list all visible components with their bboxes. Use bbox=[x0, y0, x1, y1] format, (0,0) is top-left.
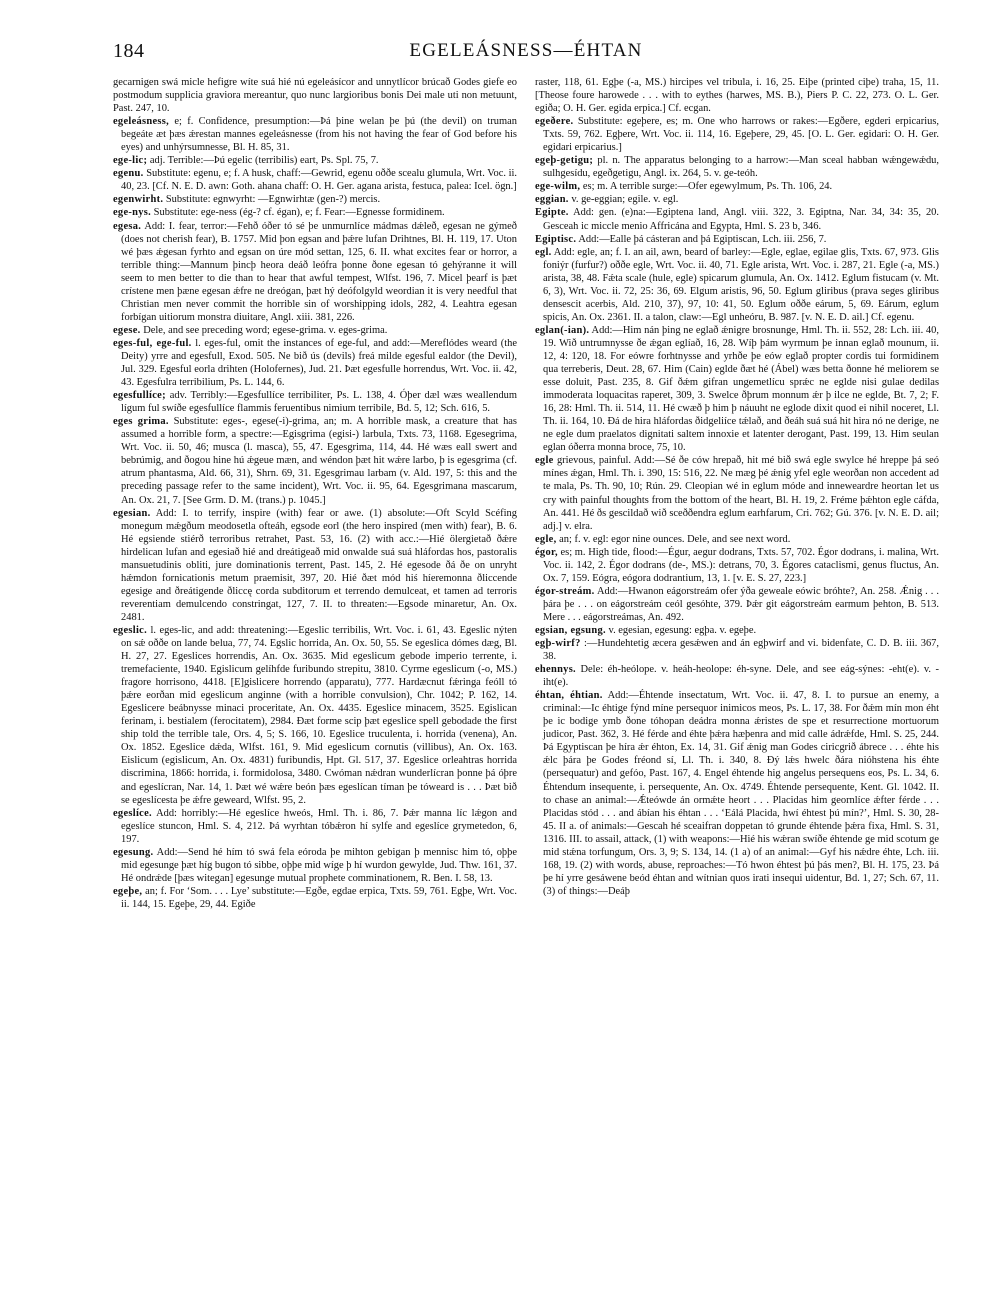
headword: egese. bbox=[113, 324, 141, 336]
dictionary-entry bbox=[535, 246, 939, 324]
headword: égor-streám. bbox=[535, 585, 595, 597]
headword: egesian. bbox=[113, 507, 151, 519]
headword: egeleásness, bbox=[113, 116, 170, 128]
entry-text: Add: gen. (e)na:—Egiptena land, Angl. viii. 322, 3. Egiptna, Nar. 34, 34: 35, 20. Gesceah ic miccle menio Affricána and Egypta, Hml. S. 23 b, 346. bbox=[543, 207, 939, 232]
entry-text: Dele: éh-heólope. v. heáh-heolope: éh-syne. Dele, and see eág-sýnes: -eht(e). v. -iht(e). bbox=[543, 664, 939, 689]
headword: egeþ-getigu; bbox=[535, 155, 594, 167]
entry-text: Substitute: egenu, e; f. A husk, chaff:—Gewrid, egenu oððe scealu glumula, Wrt. Voc. ii. 40, 23. [Cf. N. E. D. awn: Goth. ahana chaff: O. H. Ger. agana arista, festuca, palea: Icel. ögn.] bbox=[121, 168, 517, 193]
entry-text: Add: horribly:—Hé egeslíce hweós, Hml. Th. i. 86, 7. Þǽr manna líc lǽgon and egeslíce stuncon, Hml. S. 4, 212. Þá wyrhtan tóbǽron hí sylfe and egeslíce grymetedon, 6, 197. bbox=[121, 807, 517, 845]
headword: eggian. bbox=[535, 194, 569, 206]
dictionary-entry bbox=[113, 807, 517, 846]
dictionary-entry bbox=[535, 154, 939, 180]
entry-text: pl. n. The apparatus belonging to a harrow:—Man sceal habban wǽngewǽdu, sulhgesídu, egeðgetigu, Angl. ix. 264, 5. v. ge-teóh. bbox=[543, 155, 939, 180]
dictionary-entry bbox=[535, 454, 939, 532]
headword: egþ-wirf? bbox=[535, 638, 581, 650]
headword: éhtan, éhtian. bbox=[535, 690, 603, 702]
left-column bbox=[113, 76, 517, 1276]
entry-text: v. ge-eggian; egile. v. egl. bbox=[571, 194, 679, 206]
entry-text: es; m. High tide, flood:—Égur, aegur dodrans, Txts. 57, 702. Égor dodrans, i. malina, Wrt. Voc. ii. 142, 2. Égor dodrans (de-, MS.): detrans, 70, 3. Égores cataclismi, genus fluctus, An. Ox. 7, 159. Eógra, eógora dodrantium, 13, 1. [v. E. S. 27, 223.] bbox=[543, 546, 939, 584]
headword: egeslic. bbox=[113, 624, 147, 636]
dictionary-entry bbox=[535, 206, 939, 232]
entry-text: grievous, painful. Add:—Sé ðe ców hrepað, hit mé bið swá egle swylce hé hreppe þá seó mínes ǽgan, Hml. Th. i. 390, 15: 516, 22. Ne mæg þé ǽnig yfel egle weorðan non accedent ad te mala, Ps. Th. 90, 10; Rún. 29. Cleopian wé in eglum móde and inneweardre heortan let us cry with painful thoughts from the bottom of the heart, Bl. H. 19, 2. Fréme þǽhton egle cáfda, An. 441. Hé ðs gescildað wið sceððendra eglum earhfarum, Cri. 762; Gú. 376. [v. N. E. D. ail; adj.] v. elra. bbox=[543, 455, 939, 532]
dictionary-entry bbox=[113, 115, 517, 154]
dictionary-entry bbox=[113, 324, 517, 337]
headword: ehennys. bbox=[535, 664, 576, 676]
entry-text: gecarnigen swá micle hefigre wíte suá hié nú egeleásícor and unnytlícor brúcað Godes giefe eo postmodum supplicia graviora mereantur, quo nunc largioribus bonis Dei male uti non metuunt, Past. 247, 10. bbox=[113, 77, 517, 115]
dictionary-entry bbox=[113, 624, 517, 807]
entry-text: v. egesian, egesung: egþa. v. egeþe. bbox=[608, 624, 757, 636]
entry-text: raster, 118, 61. Egþe (-a, MS.) hircipes vel tribula, i. 16, 25. Eiþe (printed ciþe) traha, 15, 11. [Theose foure harowede . . . with to eythes (harwes, MS. B.), Piers P. C. 22, 273. O. L. Ger. egiða; O. H. Ger. egida erpica.] Cf. ecgan. bbox=[535, 77, 939, 115]
headword: egeþe, bbox=[113, 885, 143, 897]
headword: egenu. bbox=[113, 168, 144, 180]
headword: egeslíce. bbox=[113, 807, 152, 819]
dictionary-entry bbox=[535, 624, 939, 637]
headword: égor, bbox=[535, 546, 558, 558]
entry-text: es; m. A terrible surge:—Ofer egewylmum, Ps. Th. 106, 24. bbox=[582, 181, 833, 193]
entry-text: Substitute: egnwyrht: —Egnwirhtæ (gen-?) mercis. bbox=[165, 194, 381, 206]
headword: egle, bbox=[535, 533, 557, 545]
headword: egesung. bbox=[113, 846, 154, 858]
headword: eges grima. bbox=[113, 416, 169, 428]
headword: egesfullíce; bbox=[113, 390, 166, 402]
entry-text: Add: I. fear, terror:—Fehð óðer tó sé þe unmurnlíce mádmas dǽleð, egesan ne gýmeð (does not cherish fear), B. 1757. Mid þon egsan and þǽre lufan Drihtnes, Bl. H. 119, 17. Uton wé þæs ǽgesan fyrhto and egsan on úre mód settan, 125, 6. II. what excites fear or horror, a terrible thing:—Mannum þincþ heora deáð leófra þonne ðone egesan tó gehýranne it will seem to men better to die than to hear that awful tempest, Wlfst. 196, 7. Micel þearf is þæt crístene men þæne egesan ǽfre ne dreógan, þæt hý deófolgyld weordian it is very needful that Christian men never commit the horrible sin of worshipping idols, 282, 4. Leahtra egesan forbígan uitiorum monstra diuitare, Angl. xiii. 381, 226. bbox=[121, 220, 517, 323]
entry-text: l. eges-lic, and add: threatening:—Egeslic terribilis, Wrt. Voc. i. 61, 43. Egeslic nýten on sǽ oððe on lande belua, 77, 74. Egslic horrida, An. Ox. 50, 55. Se egeslica dómes dæg, Bl. H. 27, 27. Egeslices horrendis, An. Ox. 3635. Mid egeslicum gebode imperio terrente, i. tremefaciente, 1940. Egislicum gelíhfde furibundo strepitu, 3810. Cyrme egeslicum (-o, MS.) fragore horrisono, 4418. [E]gislicere horrendo (apparatu), 777. Hardæcnut fǽringa feóll tó þǽre eorðan mid egeslicum anginne (with a horrible convulsion), Chr. 1042; P. 162, 14. Egeslicere beábnysse minaci proceritate, An. Ox. 4435. Egeslice minacem, 3525. Egislican ferinam, i. bestialem (ferocitatem), 2984. Ðæt forme scip þæt egeslice spell gebodade the first ship told the terrible tale, Ors. 4, 5; S. 166, 10. Egeslice truculenta, i. horrida (venena), An. Ox. 1852. Egeslice dǽda, Wlfst. 161, 9. Mid egeslicum cornutis (villibus), An. Ox. 163. Eislicum (egislicum, An. Ox. 4831) furibundis, Hpt. Gl. 517, 37. Egeslice orleahtras horrida discrimina, 1866: horrida, i. formidolosa, 3480. Cwóman nǽdran wunderlícran þonne þá óþre and egeslícran, Nar. 14, 1. Þæt wé wǽre beón þæs egeslícan tíman þe tóweard is . . . Þæt bið se egeslícesta þe ǽfre geweard, Wlfst. 95, 2. bbox=[121, 624, 517, 806]
headword: egl. bbox=[535, 246, 552, 258]
dictionary-entry bbox=[535, 689, 939, 898]
entry-text: Substitute: eges-, egese(-i)-grima, an; m. A horrible mask, a creature that has assumed a horrible form, a spectre:—Egisgrima (egisi-) larbula, Txts. 73, 1168. Egesegrima, Wrt. Voc. ii. 50, 46; musca (l. masca), 55, 47. Egesgrima, 114, 44. Hé wæs eall swert and bebrúmig, and ðogou hine hú ǽgeue mæn, and wéndon þæt hit wǽre larbo, þ is egesgrima (cf. atrum phantasma, Ald. 66, 31), Shrn. 69, 31. Egesgrimau larbam (v. Ald. 197, 5: this and the preceding passage refer to the same incident), Wrt. Voc. ii. 95, 64. Egesgrimana mascarum, An. Ox. 21, 7. [See Grm. D. M. (trans.) p. 1045.] bbox=[121, 416, 517, 506]
dictionary-entry bbox=[113, 206, 517, 219]
dictionary-entry bbox=[535, 546, 939, 585]
dictionary-entry bbox=[113, 846, 517, 885]
right-column bbox=[535, 76, 939, 1276]
dictionary-entry bbox=[113, 76, 517, 115]
page-number: 184 bbox=[113, 40, 145, 62]
dictionary-entry bbox=[535, 533, 939, 546]
headword: egsian, egsung. bbox=[535, 624, 606, 636]
headword: ege-wilm, bbox=[535, 181, 581, 193]
running-head: EGELEÁSNESS—ÉHTAN bbox=[409, 40, 643, 61]
dictionary-entry bbox=[113, 885, 517, 911]
headword: egesa. bbox=[113, 220, 142, 232]
dictionary-entry bbox=[535, 193, 939, 206]
dictionary-entry bbox=[113, 220, 517, 324]
entry-text: Substitute: egeþere, es; m. One who harrows or rakes:—Egðere, egderi erpicarius, Txts. 59, 762. Egþere, Wrt. Voc. ii. 114, 16. Egeþere, 29, 45. [O. L. Ger. egidari: O. H. Ger. egidari erpicarius.] bbox=[543, 116, 939, 154]
page-header bbox=[113, 40, 939, 70]
dictionary-entry bbox=[113, 154, 517, 167]
dictionary-entry bbox=[535, 585, 939, 624]
headword: egeðere. bbox=[535, 116, 574, 128]
headword: eges-ful, ege-ful. bbox=[113, 337, 192, 349]
dictionary-entry bbox=[535, 180, 939, 193]
entry-text: Substitute: ege-ness (ég-? cf. égan), e; f. Fear:—Egnesse formidinem. bbox=[153, 207, 445, 219]
entry-text: adj. Terrible:—Þú egelic (terribilis) eart, Ps. Spl. 75, 7. bbox=[149, 155, 379, 167]
dictionary-entry bbox=[535, 76, 939, 115]
entry-text: e; f. Confidence, presumption:—Þá þine welan þe þú (the devil) on truman begeáte æt þæs ǽrestan mannes egeleásnesse (from his not having the fear of God before his eyes) and unhýrsumnesse, Bl. H. 85, 31. bbox=[121, 116, 517, 154]
headword: egenwirht. bbox=[113, 194, 164, 206]
headword: eglan(-ian). bbox=[535, 324, 590, 336]
entry-text: Add:—Hwanon eágorstreám ofer ýða geweale eówic bróhte?, An. 258. Ǽnig . . . þára þe . . . on eágorstreám ceól gesóhte, 379. Þǽr git eágorstreám earmum þehton, B. 513. Mere . . . eágorstreámas, An. 492. bbox=[543, 585, 939, 623]
entry-text: Add: I. to terrify, inspire (with) fear or awe. (1) absolute:—Oft Scyld Scéfing monegum mǽgðum meodosetla ofteáh, egsode eorl (the hero inspired (men with) fear), B. 6. Hé egsiende stiérð terroribus retrahet, Past. 53, 16. (2) with acc.:—Hié ölergietað ðǽre hirdelican lufan and egesiað hié and dreátigeað mid onwalde suá suá hláfordas hos, pastoralis mansuetudinis obliti, jure dominationis terrent, Past. 145, 2. Hé egesode ðá ðe on unryht hǽmdon fornicationis metum praemisit, 397, 20. Hié ðæt mód hiś híeremonna ðliccende egesige and ðreátigende ðliccę corda subditorum et terrendo demulceat, et tamen ad terroris reverentiam demulcendo constringat, 127, 7. II. to threaten:—Egsode minaretur, An. Ox. 2481. bbox=[121, 507, 517, 623]
dictionary-entry bbox=[535, 324, 939, 454]
headword: ege-lic; bbox=[113, 155, 148, 167]
headword: ege-nys. bbox=[113, 207, 152, 219]
entry-text: Add:—Ealle þá cásteran and þá Egiptiscan, Lch. iii. 256, 7. bbox=[578, 233, 827, 245]
entry-text: Add:—Him nán þing ne eglað ǽnigre brosnunge, Hml. Th. ii. 552, 28: Lch. iii. 40, 19. Wið untrumnysse ðe ǽgan eglíað, 16, 28. Wíþ þám wyrmum þe innan eglað mounum, ii. 12, 4: 120, 18. For eówre forhtnysse and yrhðe þe eów eglað propter cordis tui formidinem qua terreberis, Deut. 28, 67. Him (Cain) eglde ðæt hé (Ábel) wæs betta ðonne hé meliorem se esse doluit, Past. 235, 8. Gif ðǽm gifran ungemetlícu sprǽc ne eglde nisi gulae dedilas immoderata loquacitas raperet, 309, 3. Swelce ðþrum monnum ǽr þ ilce ne eglde, Bt. 7, 2; F. 16, 28: Hml. Th. ii. 514, 11. Hé cwæð þ him þ náuuht ne eglode dixit quod ei nihil noceret, Ll. Th. ii. 164, 10. Ðá de hira hláfordas ðidgeliíce tǽlað, and ðeáh suá suá hit hira nó ne derige, ne ne egle dum praelatos dignitati saltem innoxie et latenter derogant, Past. 199, 13. Him seulan eglan óðerra monna broce, 75, 10. bbox=[543, 324, 939, 454]
dictionary-entry bbox=[113, 507, 517, 624]
dictionary-entry bbox=[113, 193, 517, 206]
entry-text: an; f. v. egl: egor nine ounces. Dele, and see next word. bbox=[559, 533, 791, 545]
entry-text: l. eges-ful, omit the instances of ege-ful, and add:—Mereflódes weard (the Deity) yrre and egesfull, Exod. 505. Ne bið ús (devils) freá milde egesful ealdor (the Devil), Jul. 329. Egesful eorla drihten (Holofernes), Jud. 21. Þæt egesfulle horrendus, Wrt. Voc. ii. 42, 43. Egesfulra terribilium, Ps. L. 144, 6. bbox=[121, 337, 517, 389]
dictionary-entry bbox=[535, 637, 939, 663]
dictionary-entry bbox=[113, 415, 517, 506]
headword: Egiptisc. bbox=[535, 233, 577, 245]
entry-text: Add:—Send hé hím tó swá fela eóroda þe mihton gebigan þ mennisc him tó, oþþe mid egesunge þæt híg bugon tó sibbe, oþþe mid wíge þ hí wurdon gewylde, Jud. Thw. 161, 37. Hé ondrǽde [þæs witegan] egesunge mutual prophete comminationem, R. Ben. I. 58, 13. bbox=[121, 846, 517, 884]
entry-text: an; f. For ‘Som. . . . Lye’ substitute:—Egðe, egdae erpica, Txts. 59, 761. Egþe, Wrt. Voc. ii. 144, 15. Egeþe, 29, 44. Egiðe bbox=[121, 885, 517, 910]
dictionary-entry bbox=[535, 233, 939, 246]
headword: egle bbox=[535, 455, 554, 467]
dictionary-entry bbox=[113, 389, 517, 415]
entry-text: :—Hundehtetig æcera gesǽwen and án egþwirf and vi. bidenfate, C. D. B. iii. 367, 38. bbox=[543, 638, 939, 663]
dictionary-entry bbox=[535, 663, 939, 689]
entry-text: Add: egle, an; f. I. an ail, awn, beard of barley:—Egle, eglae, egilae glis, Txts. 67, 973. Glis foniýr (furfur?) oððe egle, Wrt. Voc. ii. 40, 71. Egle arista, Wrt. Voc. i. 287, 21. Egle (-a, MS.) arista, 38, 48. Fǽta scale (hule, egle) spicarum glumula, An. Ox. 1412. Eglum fistucam (v. Mt. 6, 3), Wrt. Voc. ii. 72, 25: 36, 69. Elgum aristis, 96, 50. Eglum gliribus (prava seges gliribus densescit acerbis, Ald. 210, 37), 97, 10: 41, 50. Eglum oððe eárum, 5, 69. Eárum, eglum spicis, An. Ox. 2361. II. a talon, claw:—Egl unheóru, B. 987. [v. N. E. D. ail.] Cf. egenu. bbox=[543, 246, 939, 323]
headword: Egipte. bbox=[535, 207, 569, 219]
entry-text: adv. Terribly:—Egesfullíce terribiliter, Ps. L. 138, 4. Óþer dæl wæs weallendum lígum ful swíðe egesfullíce flammis feruentibus nimium terribile, Bd. 5, 12; Sch. 616, 5. bbox=[121, 390, 517, 415]
dictionary-entry bbox=[113, 167, 517, 193]
dictionary-entry bbox=[535, 115, 939, 154]
entry-text: Add:—Éhtende insectatum, Wrt. Voc. ii. 47, 8. I. to pursue an enemy, a criminal:—Ic éhtige fýnd míne persequor inimicos meos, Ps. L. 17, 38. For ðǽm mín mon éht þe ic bodige ymb ðone tóhopan deádra monna ǽristes de spe et resurrectione mortuorum judicor, Past. 362, 3. Hé férde and éhte þǽra hæþenra and mid calle ádrǽfde, Hml. S. 25, 244. Þá Egyptiscan þe híra ǽr éhton, Ex. 14, 31. Gif ǽnig man Godes ciricgrið ábrece . . . éhte his ǽlc þára þe Godes fréond sí, Ll. Th. i. 340, 8. Ðý lǽs hwelc ðára nióhstena his éhte (persequatur) and gefóo, Past. 167, 4. Engel éhtende hig angelus persequens eos, Ps. L. 34, 6. Éhtendum insequente, i. persequente, An. Ox. 4749. Éhtende persequente, Kent. Gl. 1042. II. to chase an animal:—Ǽteówde án ormǽte heort . . . Placidas him geornlíce ǽfter férde . . . Placidas stód . . . and ábían his éhtan . . . ‘Eálá Placida, hwí éhtest þú mín?’, Hml. S. 30, 28-45. II a. of animals:—Gescah hé sceaifran doppetan tó grunde éhtende þǽra fixa, Hml. S. 31, 1316. III. to assail, attack, (1) with weapons:—Hié his wǽran swíðe éhtende ge mid scotum ge mid stǽna torfungum, Ors. 3, 9; S. 134, 14. (1 a) of an animal:—Gyf his nǽdre éhte, Lch. iii. 168, 19. (2) with words, abuse, reproaches:—Tó hwon éhtest þú þás men?, Bl. H. 175, 23. Þá þe hí yrre gesáwene beód éhtan and wítnian quos irati insequi uidentur, Bd. 1, 27; Sch. 67, 11. (3) of things:—Deáþ bbox=[543, 690, 939, 897]
dictionary-entry bbox=[113, 337, 517, 389]
entry-text: Dele, and see preceding word; egese-grima. v. eges-grima. bbox=[143, 324, 388, 336]
